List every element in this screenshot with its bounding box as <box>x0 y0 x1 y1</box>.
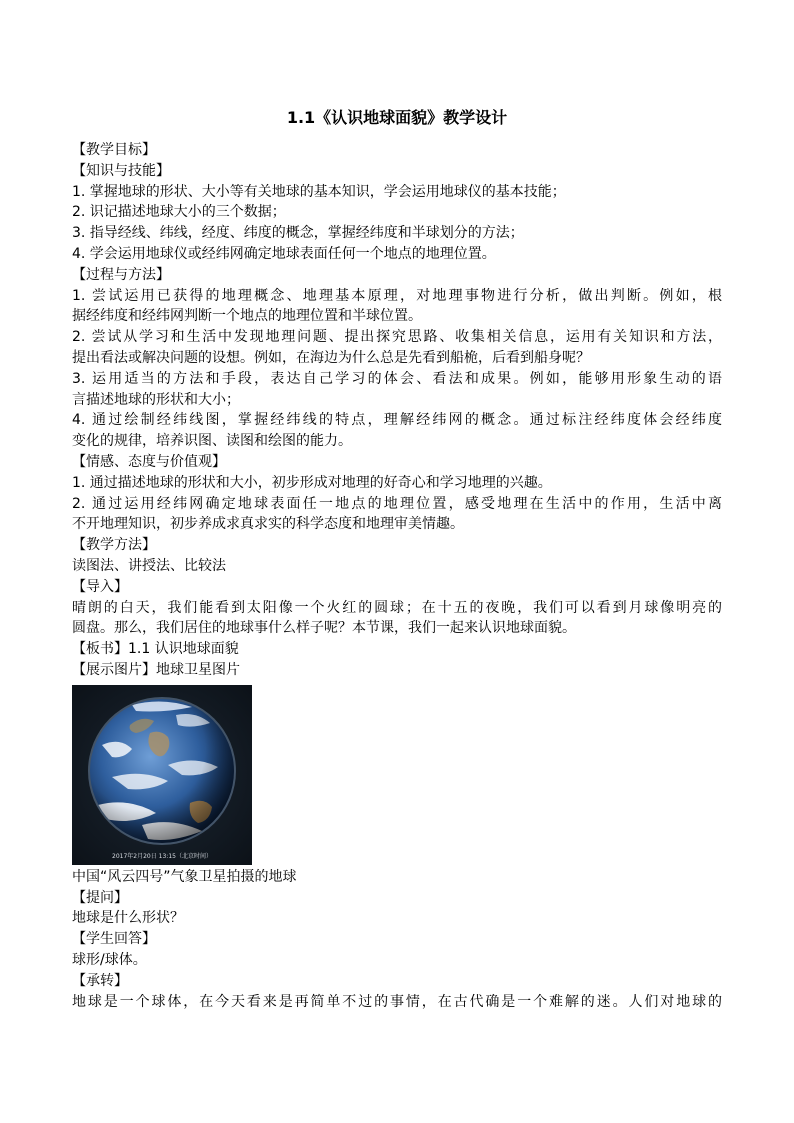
earth-photo-graphic <box>72 685 252 865</box>
section-header-objectives: 【教学目标】 <box>72 142 156 158</box>
show-image-line: 【展示图片】地球卫星图片 <box>72 661 240 678</box>
process-line: 言描述地球的形状和大小； <box>72 391 240 408</box>
intro-line: 晴朗的白天，我们能看到太阳像一个火红的圆球；在十五的夜晚，我们可以看到月球像明亮的 <box>72 599 722 616</box>
emotion-line: 2. 通过运用经纬网确定地球表面任一地点的地理位置，感受地理在生活中的作用，生活中离 <box>72 495 722 512</box>
section-header-knowledge: 【知识与技能】 <box>72 162 170 179</box>
knowledge-item: 1. 掌握地球的形状、大小等有关地球的基本知识，学会运用地球仪的基本技能； <box>72 183 566 200</box>
section-header-method: 【教学方法】 <box>72 537 156 554</box>
section-header-answer: 【学生回答】 <box>72 931 156 948</box>
section-header-process: 【过程与方法】 <box>72 266 170 283</box>
process-line: 4. 通过绘制经纬线图，掌握经纬线的特点，理解经纬网的概念。通过标注经纬度体会经纬度 <box>72 412 722 429</box>
document-body <box>72 140 722 1012</box>
process-line: 提出看法或解决问题的设想。例如，在海边为什么总是先看到船桅，后看到船身呢？ <box>72 349 590 366</box>
process-line: 2. 尝试从学习和生活中发现地理问题、提出探究思路、收集相关信息，运用有关知识和方法， <box>72 329 722 346</box>
process-line: 据经纬度和经纬网判断一个地点的地理位置和半球位置。 <box>72 308 422 325</box>
emotion-line: 不开地理知识，初步养成求真求实的科学态度和地理审美情趣。 <box>72 516 464 533</box>
knowledge-item: 4. 学会运用地球仪或经纬网确定地球表面任何一个地点的地理位置。 <box>72 245 496 262</box>
section-header-question: 【提问】 <box>72 889 128 906</box>
process-line: 1. 尝试运用已获得的地理概念、地理基本原理，对地理事物进行分析，做出判断。例如，根 <box>72 287 722 304</box>
process-line: 3. 运用适当的方法和手段，表达自己学习的体会、看法和成果。例如，能够用形象生动的语 <box>72 370 722 387</box>
image-caption: 中国“风云四号”气象卫星拍摄的地球 <box>72 868 297 885</box>
knowledge-item: 2. 识记描述地球大小的三个数据； <box>72 204 286 221</box>
process-line: 变化的规律，培养识图、读图和绘图的能力。 <box>72 433 352 450</box>
transition-text: 地球是一个球体，在今天看来是再简单不过的事情，在古代确是一个难解的迷。人们对地球的 <box>72 993 722 1010</box>
emotion-line: 1. 通过描述地球的形状和大小，初步形成对地理的好奇心和学习地理的兴趣。 <box>72 474 552 491</box>
question-text: 地球是什么形状？ <box>72 910 184 927</box>
earth-satellite-image <box>72 685 252 865</box>
answer-text: 球形/球体。 <box>72 951 147 968</box>
intro-line: 圆盘。那么，我们居住的地球事什么样子呢？本节课，我们一起来认识地球面貌。 <box>72 620 576 637</box>
image-timestamp: 2017年2月20日 13:15（北京时间） <box>112 852 212 860</box>
document-title: 1.1《认识地球面貌》教学设计 <box>286 108 508 127</box>
section-header-intro: 【导入】 <box>72 578 128 595</box>
board-line: 【板书】1.1 认识地球面貌 <box>72 641 239 658</box>
section-header-emotion: 【情感、态度与价值观】 <box>72 453 226 470</box>
method-text: 读图法、讲授法、比较法 <box>72 557 226 574</box>
section-header-transition: 【承转】 <box>72 972 128 989</box>
knowledge-item: 3. 指导经线、纬线，经度、纬度的概念，掌握经纬度和半球划分的方法； <box>72 225 524 242</box>
